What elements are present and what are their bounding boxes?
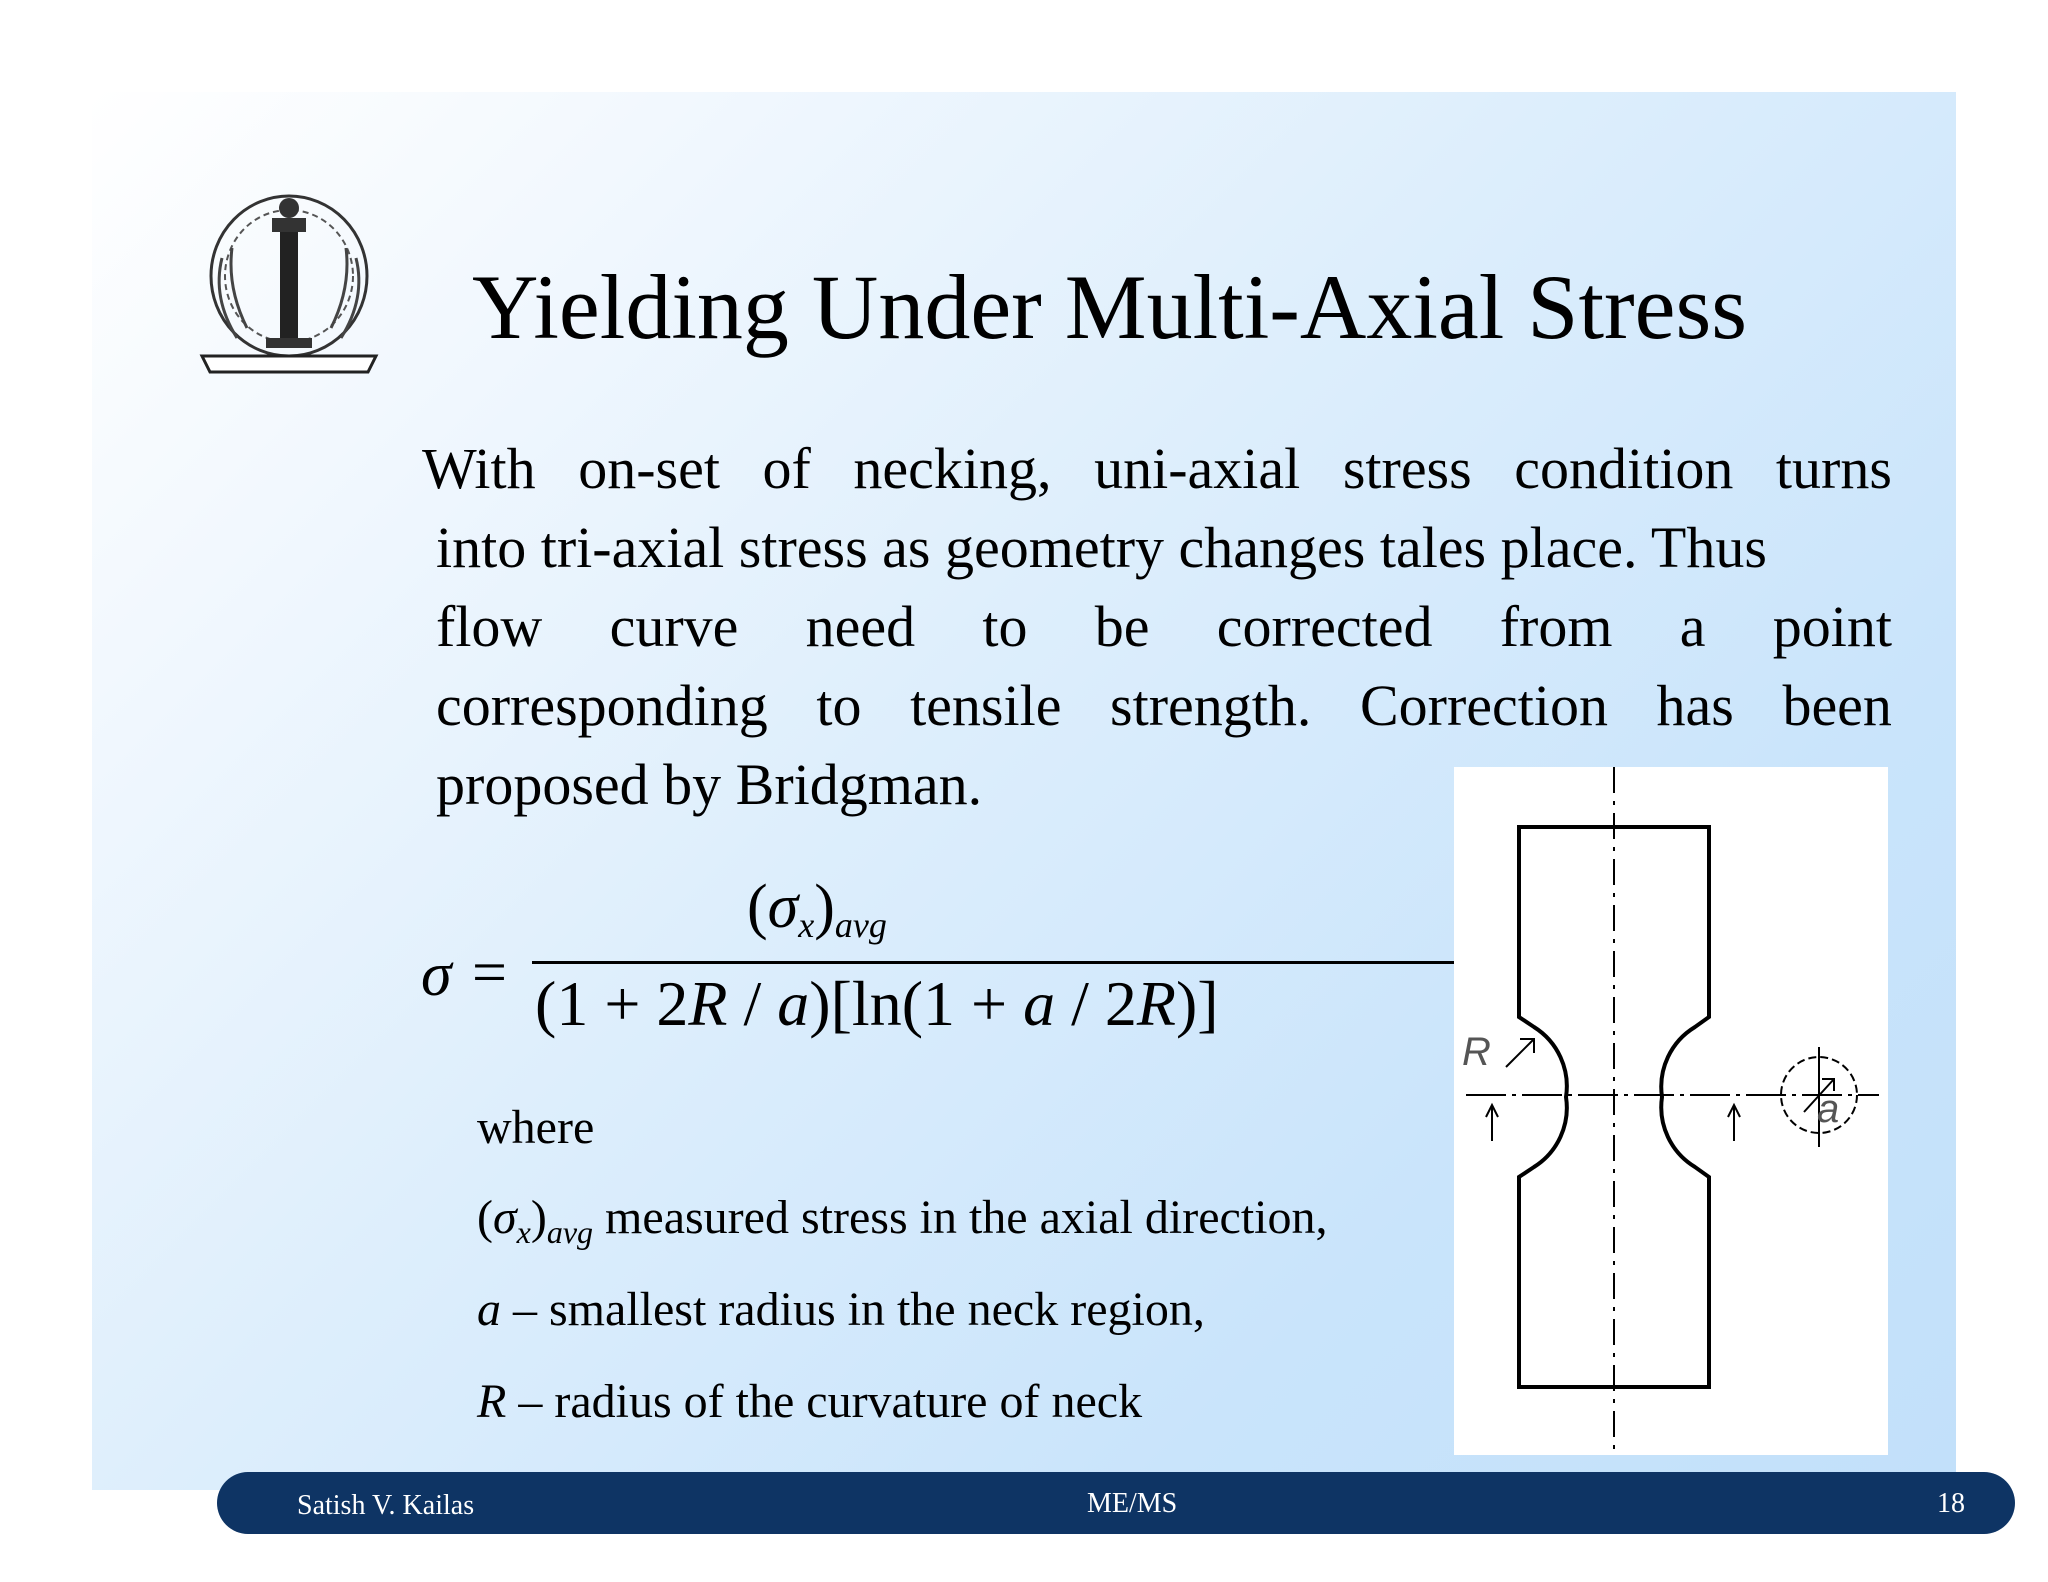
bridgman-formula: [417, 872, 1219, 1052]
word: need: [805, 594, 916, 659]
body-line-2: into tri-axial stress as geometry changes tales place. Thus: [436, 515, 1767, 580]
slide: [92, 92, 1965, 1521]
label-a: a: [1817, 1087, 1840, 1131]
footer-department: ME/MS: [1087, 1488, 1178, 1519]
word: Correction: [1359, 673, 1608, 738]
word: corrected: [1216, 594, 1433, 659]
slide-title: Yielding Under Multi-Axial Stress: [472, 256, 1748, 358]
word: uni-axial: [1094, 436, 1301, 501]
iisc-logo: [192, 188, 386, 378]
body-line-1: [422, 429, 1892, 508]
sigma-definition: $(\sigma_x)_{avg}$ measured stress in the axial direction,: [477, 1191, 1328, 1250]
word: curve: [609, 594, 739, 659]
word: been: [1782, 673, 1892, 738]
word: a: [1679, 594, 1706, 659]
word: to: [982, 594, 1028, 659]
necked-specimen-diagram: [1454, 767, 1888, 1455]
word: of: [762, 436, 811, 501]
word: tensile: [910, 673, 1062, 738]
word: flow: [436, 594, 543, 659]
page-number: 18: [1937, 1488, 1965, 1519]
word: corresponding: [436, 673, 768, 738]
word: necking,: [853, 436, 1052, 501]
word: stress: [1342, 436, 1472, 501]
a-definition: a – smallest radius in the neck region,: [477, 1283, 1205, 1336]
formula-denominator: (1 + 2R / a)[ln(1 + a / 2R)]: [535, 968, 1219, 1039]
body-paragraph: [422, 429, 1892, 824]
word: to: [816, 673, 862, 738]
word: be: [1094, 594, 1150, 659]
footer-author: Satish V. Kailas: [297, 1490, 475, 1521]
necking-diagram: [1454, 767, 1888, 1455]
word: condition: [1514, 436, 1734, 501]
word: has: [1656, 673, 1734, 738]
formula-lhs: σ: [421, 941, 452, 1009]
label-R: R: [1462, 1030, 1491, 1074]
body-line-4: [422, 666, 1892, 745]
body-line-5: proposed by Bridgman.: [436, 752, 983, 817]
word: turns: [1775, 436, 1892, 501]
R-definition: R – radius of the curvature of neck: [477, 1375, 1143, 1428]
where-label: where: [477, 1101, 595, 1154]
detail-circle: [1781, 1047, 1857, 1147]
word: With: [422, 436, 536, 501]
formula-numerator: $(\sigma_x)_{avg}$: [747, 873, 887, 945]
formula-equals: =: [472, 939, 507, 1007]
word: from: [1499, 594, 1613, 659]
fraction-bar: [532, 961, 1477, 964]
body-line-3: [422, 587, 1892, 666]
iisc-crest-icon: [192, 188, 386, 378]
word: on-set: [578, 436, 720, 501]
word: strength.: [1110, 673, 1312, 738]
footer-bar: [217, 1472, 2015, 1534]
word: point: [1772, 594, 1892, 659]
